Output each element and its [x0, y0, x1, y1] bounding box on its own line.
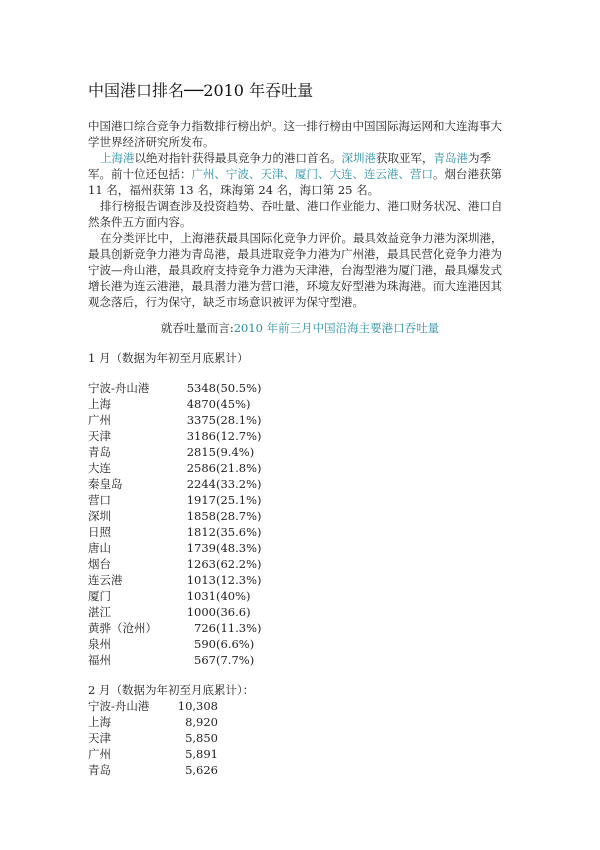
- port-value: 1000: [186, 605, 216, 619]
- subtitle-highlight: 2010 年前三月中国沿海主要港口吞吐量: [233, 321, 440, 335]
- port-growth: (36.6): [216, 605, 251, 619]
- port-name: 上海: [88, 715, 111, 729]
- highlight-shenzhen-port: 深圳港: [341, 151, 376, 165]
- intro-text-4: 在分类评比中，上海港获最具国际化竞争力评价。最具效益竞争力港为深圳港，最具创新竞争力港为青岛港，最具进取竞争力港为广州港，最具民营化竞争力港为宁波—舟山港，最具政府支持竞争力港为天津港，台海型港为厦门港，最具爆发式增长港为连云港港，最具潜力港为营口港，环境友好型港为珠海港。而大连港因其观念落后，行为保守，缺乏市场意识被评为保守型港。: [88, 231, 503, 309]
- port-growth: (62.2%): [216, 557, 262, 571]
- port-growth: (35.6%): [216, 525, 262, 539]
- port-value: 4870: [186, 397, 216, 411]
- intro-paragraph-4: [88, 230, 512, 310]
- throughput-subtitle: [88, 320, 512, 336]
- intro-text-2f: 为季军。前十位还包括：: [88, 151, 491, 181]
- port-value: 1858: [186, 509, 216, 523]
- port-value: 2244: [186, 477, 216, 491]
- port-name: 泉州: [88, 637, 111, 651]
- port-name: 营口: [88, 493, 111, 507]
- port-growth: (12.7%): [216, 429, 262, 443]
- port-growth: (40%): [216, 589, 251, 603]
- port-growth: (33.2%): [216, 477, 262, 491]
- port-name: 广州: [88, 747, 111, 761]
- highlight-top-ten-list: 广州、宁波、天津、厦门、大连、连云港、营口: [191, 167, 433, 181]
- port-name: 湛江: [88, 605, 111, 619]
- port-growth: (7.7%): [216, 653, 255, 667]
- jan-heading: 1 月（数据为年初至月底累计）: [88, 351, 249, 365]
- port-value: 1739: [186, 541, 216, 555]
- port-value: 1013: [186, 573, 216, 587]
- highlight-shanghai-port: 上海港: [100, 151, 135, 165]
- port-growth: (28.1%): [216, 413, 262, 427]
- port-name: 日照: [88, 525, 111, 539]
- port-growth: (21.8%): [216, 461, 262, 475]
- port-value: 3375: [186, 413, 216, 427]
- port-name: 青岛: [88, 763, 111, 777]
- port-value: 5348: [186, 381, 216, 395]
- intro-text-2d: 获取亚军，: [376, 151, 434, 165]
- port-value: 2815: [186, 445, 216, 459]
- port-value: 10,308: [177, 699, 218, 713]
- port-name: 连云港: [88, 573, 123, 587]
- port-value: 3186: [186, 429, 216, 443]
- port-value: 726: [194, 621, 216, 635]
- port-name: 天津: [88, 731, 111, 745]
- intro-text-2b: 以绝对指针获得最具竞争力的港口首名。: [134, 151, 342, 165]
- port-name: 天津: [88, 429, 111, 443]
- intro-text-3: 排行榜报告调查涉及投资趋势、吞吐量、港口作业能力、港口财务状况、港口自然条件五方面内容。: [88, 199, 503, 229]
- port-growth: (11.3%): [216, 621, 262, 635]
- port-value: 1917: [186, 493, 216, 507]
- port-value: 1812: [186, 525, 216, 539]
- port-name: 唐山: [88, 541, 111, 555]
- port-name: 厦门: [88, 589, 111, 603]
- port-growth: (25.1%): [216, 493, 262, 507]
- intro-text-2h: 。烟台港获第 11 名，福州获第 13 名，珠海第 24 名，海口第 25 名。: [88, 167, 502, 197]
- port-growth: (9.4%): [216, 445, 255, 459]
- port-name: 黄骅（沧州）: [88, 621, 157, 635]
- subtitle-prefix: 就吞吐量而言:: [160, 321, 234, 335]
- port-value: 1263: [186, 557, 216, 571]
- port-value: 5,891: [185, 747, 218, 761]
- port-growth: (45%): [216, 397, 251, 411]
- port-name: 宁波-舟山港: [88, 381, 150, 395]
- intro-paragraph-3: [88, 198, 512, 230]
- port-growth: (48.3%): [216, 541, 262, 555]
- port-value: 8,920: [185, 715, 218, 729]
- port-name: 青岛: [88, 445, 111, 459]
- port-name: 深圳: [88, 509, 111, 523]
- port-value: 1031: [186, 589, 216, 603]
- page-title: 中国港口排名──2010 年吞吐量: [88, 81, 314, 100]
- port-value: 590: [194, 637, 216, 651]
- port-value: 5,626: [185, 763, 218, 777]
- intro-text-1: 中国港口综合竞争力指数排行榜出炉。这一排行榜由中国国际海运网和大连海事大学世界经济研究所发布。: [88, 119, 502, 149]
- port-name: 上海: [88, 397, 111, 411]
- feb-heading: 2 月（数据为年初至月底累计）：: [88, 683, 255, 697]
- port-name: 秦皇岛: [88, 477, 123, 491]
- port-value: 5,850: [185, 731, 218, 745]
- port-name: 大连: [88, 461, 111, 475]
- port-name: 福州: [88, 653, 111, 667]
- port-value: 567: [194, 653, 216, 667]
- port-value: 2586: [186, 461, 216, 475]
- intro-paragraph-2: [88, 150, 512, 198]
- highlight-qingdao-port: 青岛港: [433, 151, 468, 165]
- port-growth: (28.7%): [216, 509, 262, 523]
- port-growth: (50.5%): [216, 381, 262, 395]
- port-name: 烟台: [88, 557, 111, 571]
- intro-paragraph-1: [88, 118, 512, 150]
- port-name: 广州: [88, 413, 111, 427]
- port-growth: (12.3%): [216, 573, 262, 587]
- port-name: 宁波-舟山港: [88, 699, 150, 713]
- port-growth: (6.6%): [216, 637, 255, 651]
